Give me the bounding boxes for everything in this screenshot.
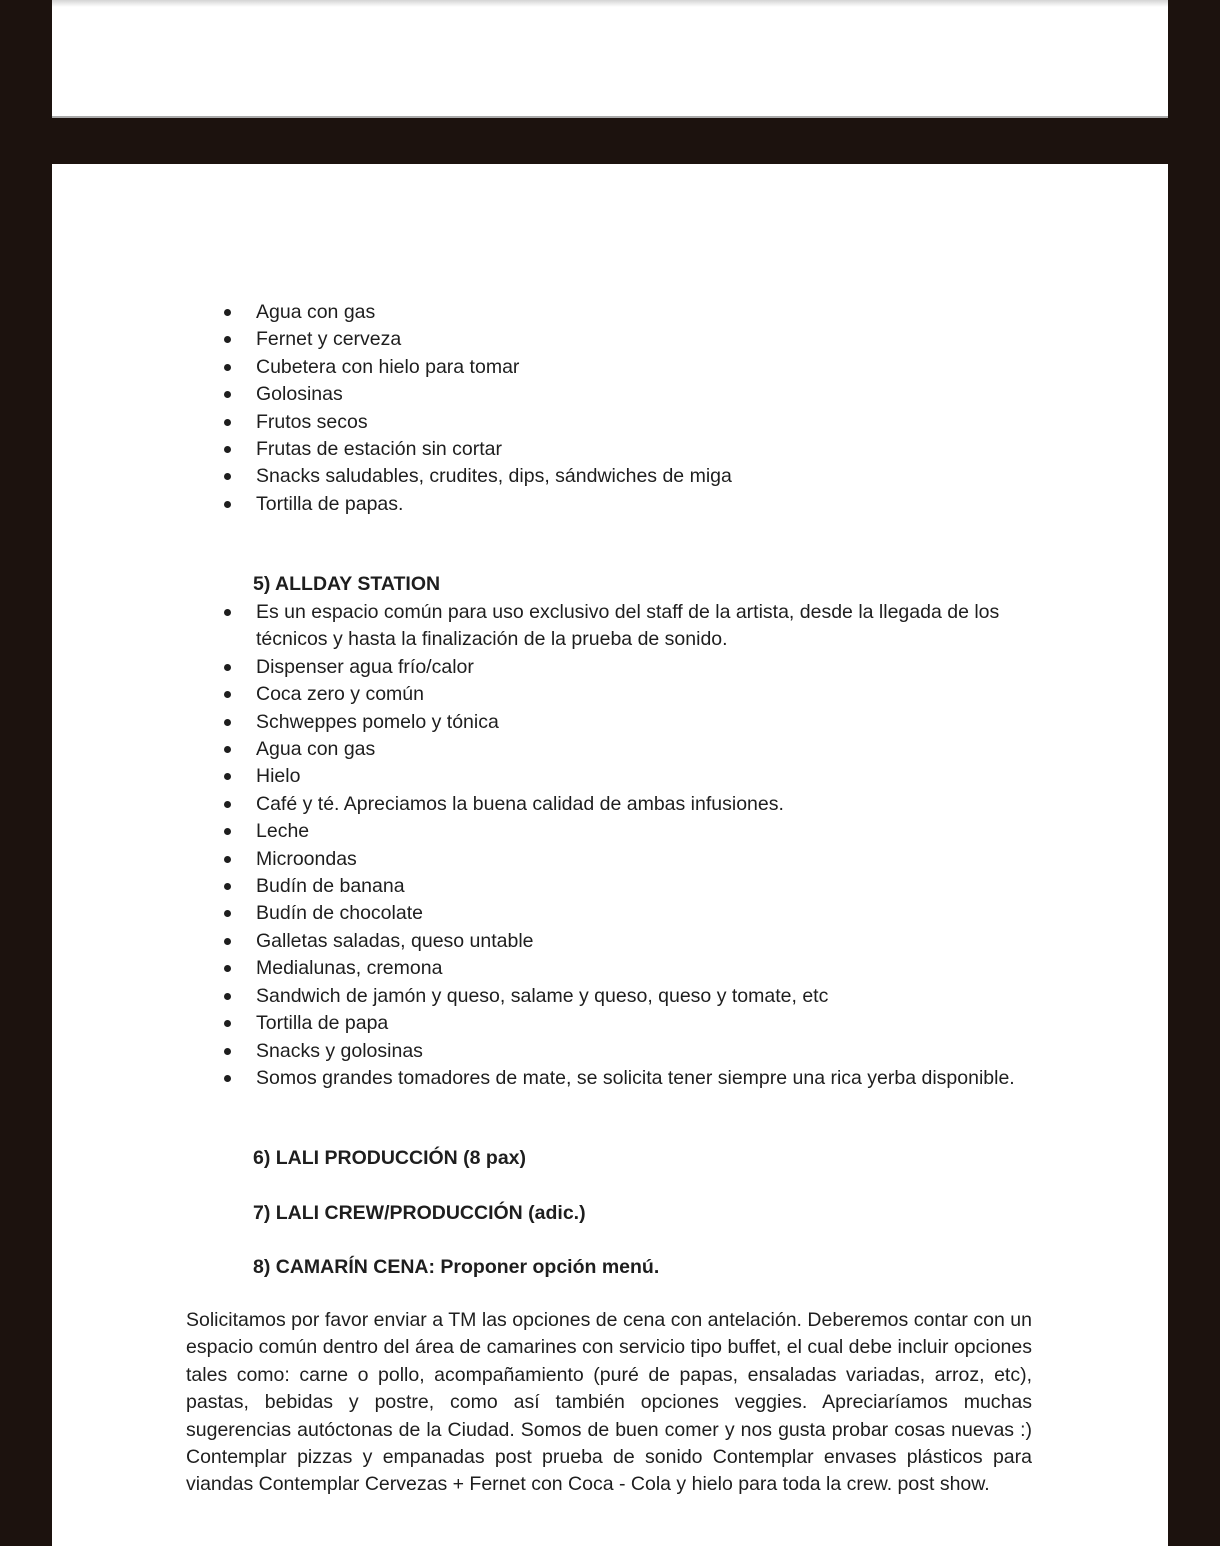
- list-item: Tortilla de papas.: [52, 491, 1032, 518]
- list-item: Cubetera con hielo para tomar: [52, 354, 1032, 381]
- list-item: Budín de banana: [52, 873, 1032, 900]
- list-item: Somos grandes tomadores de mate, se solicita tener siempre una rica yerba disponible.: [52, 1065, 1032, 1092]
- section-7-heading: 7) LALI CREW/PRODUCCIÓN (adic.): [253, 1202, 586, 1224]
- list-item: Es un espacio común para uso exclusivo del staff de la artista, desde la llegada de los técnicos y hasta la finalización de la prueba de sonido.: [52, 599, 1032, 654]
- previous-page-bottom: [52, 0, 1168, 118]
- list-item: Medialunas, cremona: [52, 955, 1032, 982]
- catering-list: [52, 299, 1032, 518]
- document-page: [52, 164, 1168, 1546]
- list-item: Budín de chocolate: [52, 900, 1032, 927]
- list-item: Galletas saladas, queso untable: [52, 928, 1032, 955]
- list-item: Microondas: [52, 846, 1032, 873]
- list-item: Coca zero y común: [52, 681, 1032, 708]
- list-item: Snacks y golosinas: [52, 1038, 1032, 1065]
- list-item: Snacks saludables, crudites, dips, sándwiches de miga: [52, 463, 1032, 490]
- dinner-paragraph: Solicitamos por favor enviar a TM las opciones de cena con antelación. Deberemos contar con un espacio común dentro del área de camarines con servicio tipo buffet, el cual debe incluir opciones tales como: carne o pollo, acompañamiento (puré de papas, ensaladas variadas, arroz, etc), pastas, bebidas y postre, como así también opciones veggies. Apreciaríamos muchas sugerencias autóctonas de la Ciudad. Somos de buen comer y nos gusta probar cosas nuevas :) Contemplar pizzas y empanadas post prueba de sonido Contemplar envases plásticos para viandas Contemplar Cervezas + Fernet con Coca - Cola y hielo para toda la crew. post show.: [186, 1309, 1032, 1496]
- section-8-heading: 8) CAMARÍN CENA: Proponer opción menú.: [253, 1256, 660, 1278]
- list-item: Schweppes pomelo y tónica: [52, 709, 1032, 736]
- list-item: Fernet y cerveza: [52, 326, 1032, 353]
- allday-station-list: [52, 599, 1032, 1092]
- list-item: Sandwich de jamón y queso, salame y queso, queso y tomate, etc: [52, 983, 1032, 1010]
- list-item: Frutos secos: [52, 409, 1032, 436]
- list-item: Tortilla de papa: [52, 1010, 1032, 1037]
- list-item: Golosinas: [52, 381, 1032, 408]
- list-item: Dispenser agua frío/calor: [52, 654, 1032, 681]
- list-item: Leche: [52, 818, 1032, 845]
- list-item: Hielo: [52, 763, 1032, 790]
- list-item: Café y té. Apreciamos la buena calidad de ambas infusiones.: [52, 791, 1032, 818]
- list-item: Frutas de estación sin cortar: [52, 436, 1032, 463]
- list-item: Agua con gas: [52, 736, 1032, 763]
- section-6-heading: 6) LALI PRODUCCIÓN (8 pax): [253, 1147, 527, 1169]
- list-item: Agua con gas: [52, 299, 1032, 326]
- section-5-heading: 5) ALLDAY STATION: [253, 573, 441, 595]
